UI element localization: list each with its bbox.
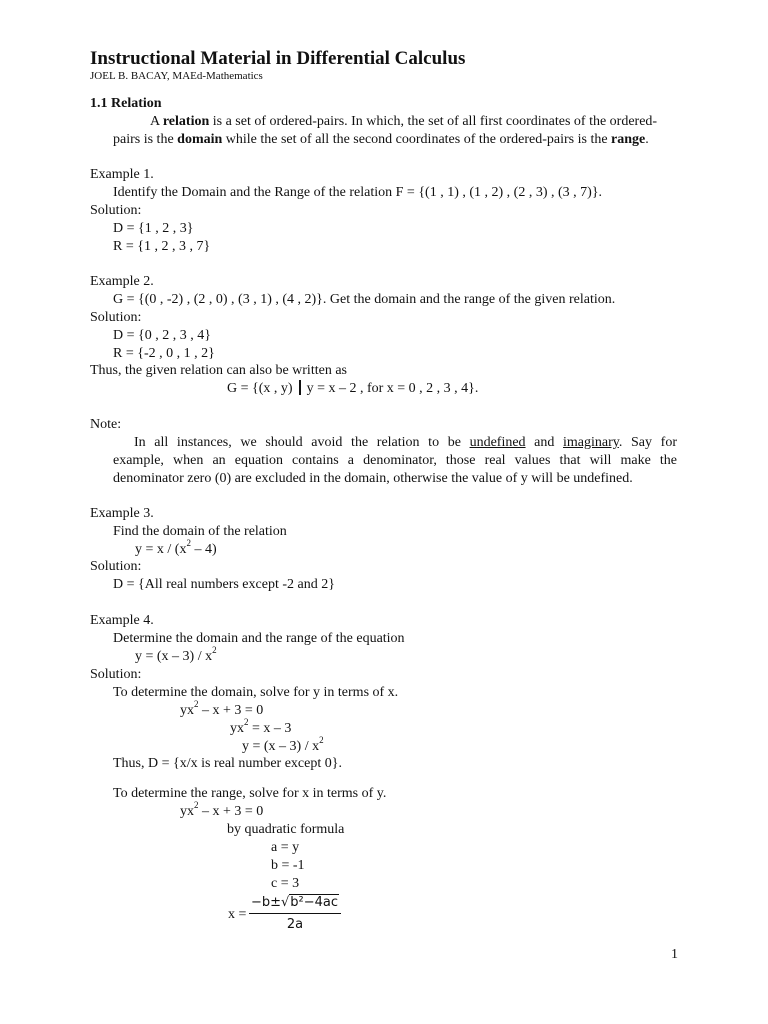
note-line1: In all instances, we should avoid the relation to be undefined and imaginary. Say for <box>134 435 677 450</box>
example4-problem: Determine the domain and the range of the equation <box>113 631 405 646</box>
example3-solution-label: Solution: <box>90 559 142 574</box>
quadratic-formula-label: by quadratic formula <box>227 822 345 837</box>
example2-domain: D = {0 , 2 , 3 , 4} <box>113 328 211 343</box>
example1-problem: Identify the Domain and the Range of the relation F = {(1 , 1) , (1 , 2) , (2 , 3) , (3 , 7)}. <box>113 185 603 200</box>
fraction-bar <box>249 913 341 914</box>
example4-solution-label: Solution: <box>90 667 142 682</box>
example4-equation: $y = (x - 3) / x^2$ <box>135 645 217 664</box>
note-label: Note: <box>90 417 122 432</box>
term-range: range <box>611 132 646 147</box>
example4-range-step: To determine the range, solve for x in terms of y. <box>113 786 387 801</box>
such-that-bar <box>299 380 301 395</box>
domain-step-equation1: $yx^2 - x + 3 = 0$ <box>180 699 264 718</box>
domain-step-equation2: $yx^2 = x - 3$ <box>230 717 292 736</box>
fraction-denominator: 2a <box>286 917 304 932</box>
page-number: 1 <box>671 947 678 962</box>
example1-solution-label: Solution: <box>90 203 142 218</box>
term-domain: domain <box>177 132 223 147</box>
coefficient-a: a = y <box>271 840 300 855</box>
term-undefined: undefined <box>469 435 526 450</box>
example1-domain: D = {1 , 2 , 3} <box>113 221 194 236</box>
relation-definition-line1: A relation is a set of ordered-pairs. In which, the set of all first coordinates of the ordered- <box>150 114 658 129</box>
example2-set-builder: G = {(x , y) y = x – 2 , for x = 0 , 2 , 3 , 4}. <box>227 381 479 396</box>
example4-label: Example 4. <box>90 613 154 628</box>
note-line2: example, when an equation contains a denominator, those real values that will make the <box>113 453 677 468</box>
coefficient-b: b = -1 <box>271 858 305 873</box>
domain-step-equation3: $y = (x - 3) / x^2$ <box>242 735 324 754</box>
quadratic-formula-fraction <box>249 894 341 932</box>
term-imaginary: imaginary <box>563 435 619 450</box>
example2-problem: G = {(0 , -2) , (2 , 0) , (3 , 1) , (4 , 2)}. Get the domain and the range of the given relation. <box>113 292 616 307</box>
section-heading: 1.1 Relation <box>90 96 162 111</box>
range-step-equation1: $yx^2 - x + 3 = 0$ <box>180 800 264 819</box>
example4-domain-result: Thus, D = {x/x is real number except 0}. <box>113 756 342 771</box>
fraction-numerator: −b±√b²−4ac <box>250 895 339 910</box>
example3-label: Example 3. <box>90 506 154 521</box>
coefficient-c: c = 3 <box>271 876 300 891</box>
example3-domain: D = {All real numbers except -2 and 2} <box>113 577 335 592</box>
example3-equation: $y = x / (x^2 - 4)$ <box>135 538 217 557</box>
example4-domain-step: To determine the domain, solve for y in terms of x. <box>113 685 399 700</box>
note-line3: denominator zero (0) are excluded in the domain, otherwise the value of y will be undefined. <box>113 471 633 486</box>
example2-solution-label: Solution: <box>90 310 142 325</box>
document-title: Instructional Material in Differential Calculus <box>90 48 466 69</box>
author-line: JOEL B. BACAY, MAEd-Mathematics <box>90 70 263 82</box>
example1-range: R = {1 , 2 , 3 , 7} <box>113 239 211 254</box>
example2-label: Example 2. <box>90 274 154 289</box>
example3-problem: Find the domain of the relation <box>113 524 287 539</box>
relation-definition-line2: pairs is the domain while the set of all the second coordinates of the ordered-pairs is the range. <box>113 132 649 147</box>
x-equals: x = <box>228 907 247 922</box>
example2-range: R = {-2 , 0 , 1 , 2} <box>113 346 215 361</box>
example2-thus: Thus, the given relation can also be written as <box>90 363 347 378</box>
example1-label: Example 1. <box>90 167 154 182</box>
term-relation: relation <box>162 114 210 129</box>
